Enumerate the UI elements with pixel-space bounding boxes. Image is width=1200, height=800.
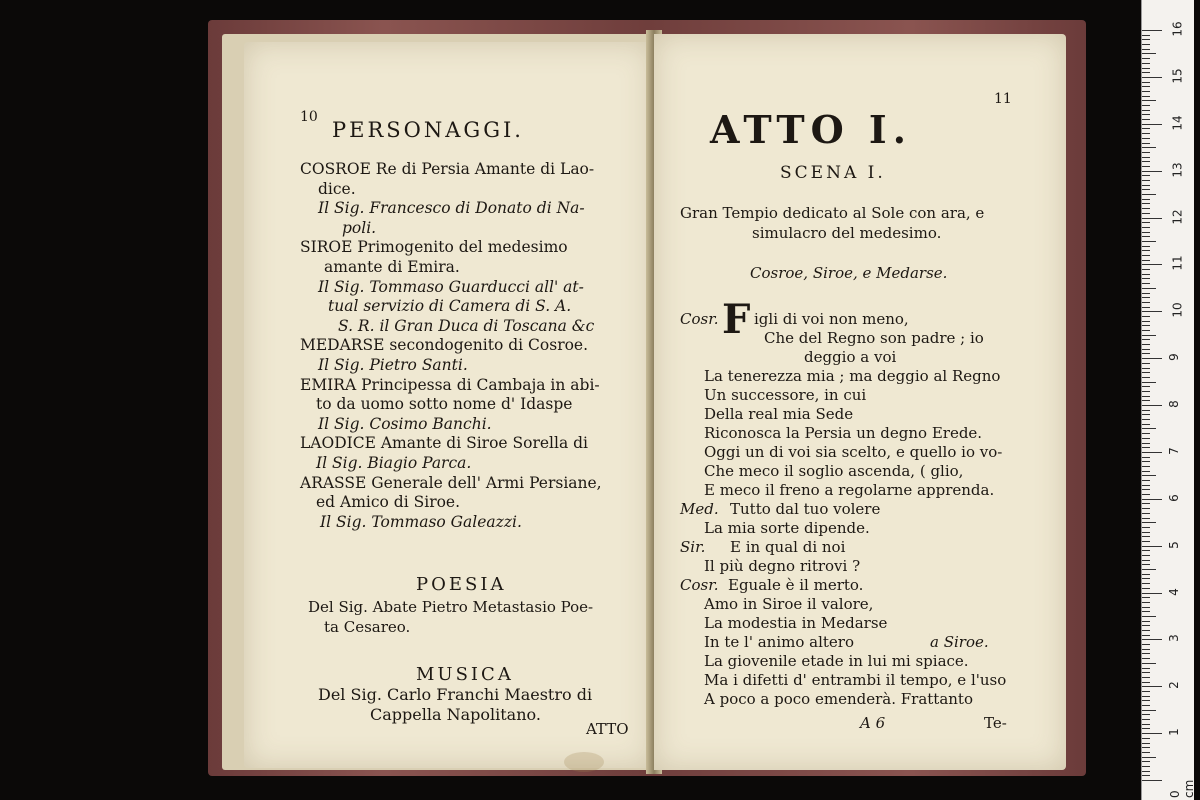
ruler-tick — [1142, 171, 1162, 172]
ruler-tick — [1142, 414, 1150, 415]
cast-line: MEDARSE secondogenito di Cosroe. — [300, 336, 589, 355]
ruler-tick — [1142, 424, 1150, 425]
cast-line: to da uomo sotto nome d' Idaspe — [316, 395, 573, 414]
ruler-tick — [1142, 96, 1150, 97]
cast-line: poli. — [342, 218, 377, 237]
ruler-label: 1 — [1166, 728, 1181, 736]
left-page-number: 10 — [300, 109, 318, 125]
ruler-tick — [1142, 546, 1162, 547]
measuring-ruler — [1141, 0, 1194, 800]
ruler-tick — [1142, 218, 1162, 219]
ruler-tick — [1142, 330, 1150, 331]
ruler-tick — [1142, 49, 1150, 50]
ruler-tick — [1142, 710, 1156, 711]
ruler-tick — [1142, 461, 1150, 462]
dialogue-line: E meco il freno a regolarne apprenda. — [704, 481, 995, 499]
ruler-tick — [1142, 508, 1150, 509]
ruler-tick — [1142, 700, 1150, 701]
ruler-tick — [1142, 527, 1150, 528]
ruler-tick — [1142, 222, 1150, 223]
ruler-label: 11 — [1170, 255, 1185, 272]
ruler-label: 12 — [1170, 208, 1185, 225]
ruler-tick — [1142, 63, 1150, 64]
ruler-tick — [1142, 668, 1150, 669]
ruler-tick — [1142, 91, 1150, 92]
ruler-tick — [1142, 203, 1150, 204]
ruler-tick — [1142, 269, 1150, 270]
ruler-tick — [1142, 114, 1150, 115]
dialogue-line: Che meco il soglio ascenda, ( glio, — [704, 462, 964, 480]
open-book — [208, 20, 1086, 776]
ruler-tick — [1142, 260, 1150, 261]
right-catchword: Te- — [984, 714, 1007, 732]
ruler-tick — [1142, 513, 1150, 514]
ruler-tick — [1142, 466, 1150, 467]
ruler-tick — [1142, 428, 1156, 429]
ruler-tick — [1142, 124, 1162, 125]
ruler-tick — [1142, 672, 1150, 673]
ruler-tick — [1142, 138, 1150, 139]
ruler-tick — [1142, 100, 1156, 101]
ruler-tick — [1142, 541, 1150, 542]
ruler-tick — [1142, 677, 1150, 678]
cast-line: COSROE Re di Persia Amante di Lao- — [300, 160, 595, 178]
ruler-label: 7 — [1166, 447, 1181, 455]
ruler-tick — [1142, 658, 1150, 659]
ruler-tick — [1142, 68, 1150, 69]
dialogue-line: Ma i difetti d' entrambi il tempo, e l'uso — [704, 671, 1007, 689]
ruler-tick — [1142, 180, 1150, 181]
ruler-tick — [1142, 724, 1150, 725]
ruler-tick — [1142, 714, 1150, 715]
ruler-tick — [1142, 719, 1150, 720]
ruler-tick — [1142, 532, 1150, 533]
ruler-label: 16 — [1170, 21, 1185, 37]
ruler-tick — [1142, 588, 1150, 589]
ruler-tick — [1142, 728, 1150, 729]
ruler-tick — [1142, 564, 1150, 565]
ruler-tick — [1142, 475, 1156, 476]
stage-direction: a Siroe. — [930, 633, 989, 651]
ruler-tick — [1142, 53, 1156, 54]
ruler-tick — [1142, 663, 1156, 664]
ruler-tick — [1142, 757, 1156, 758]
speaker-label: Cosr. — [680, 310, 719, 328]
ruler-label: 0 cm — [1168, 779, 1196, 798]
ruler-tick — [1142, 602, 1150, 603]
ruler-tick — [1142, 82, 1150, 83]
cast-line: Il Sig. Tommaso Galeazzi. — [320, 512, 522, 531]
dialogue-line: La mia sorte dipende. — [704, 519, 870, 537]
cast-line: dice. — [318, 179, 356, 198]
ruler-tick — [1142, 518, 1150, 519]
left-page-heading: PERSONAGGI. — [332, 118, 524, 142]
dialogue-line: Della real mia Sede — [704, 405, 854, 423]
ruler-label: 6 — [1166, 493, 1181, 502]
ruler-tick — [1142, 743, 1150, 744]
ruler-tick — [1142, 293, 1150, 294]
ruler-tick — [1142, 452, 1162, 453]
ruler-tick — [1142, 686, 1162, 687]
ruler-tick — [1142, 185, 1150, 186]
ruler-label: 9 — [1166, 353, 1181, 361]
ruler-tick — [1142, 339, 1150, 340]
ruler-tick — [1142, 471, 1150, 472]
ruler-tick — [1142, 499, 1162, 500]
poesia-heading: POESIA — [416, 574, 507, 595]
ruler-tick — [1142, 335, 1156, 336]
ruler-tick — [1142, 44, 1150, 45]
ruler-label: 2 — [1166, 681, 1181, 690]
left-catchword: ATTO — [586, 720, 629, 738]
ruler-label: 15 — [1170, 68, 1185, 84]
act-heading: ATTO I. — [710, 107, 912, 152]
ruler-tick — [1142, 733, 1162, 734]
ruler-tick — [1142, 447, 1150, 448]
ruler-tick — [1142, 255, 1150, 256]
musica-line-1: Del Sig. Carlo Franchi Maestro di — [318, 685, 593, 704]
ruler-tick — [1142, 321, 1150, 322]
ruler-tick — [1142, 780, 1162, 781]
ruler-tick — [1142, 382, 1156, 383]
cast-line: EMIRA Principessa di Cambaja in abi- — [300, 375, 600, 394]
ruler-tick — [1142, 766, 1150, 767]
speaker-label: Med. — [680, 500, 719, 518]
ruler-label: 14 — [1170, 115, 1185, 131]
ruler-tick — [1142, 349, 1150, 350]
cast-line: amante di Emira. — [324, 258, 460, 276]
ruler-tick — [1142, 494, 1150, 495]
ruler-tick — [1142, 489, 1150, 490]
ruler-tick — [1142, 522, 1156, 523]
ruler-tick — [1142, 105, 1150, 106]
ruler-tick — [1142, 419, 1150, 420]
ruler-tick — [1142, 752, 1150, 753]
ruler-label: 8 — [1166, 400, 1181, 408]
ruler-tick — [1142, 77, 1162, 78]
ruler-tick — [1142, 607, 1150, 608]
ruler-tick — [1142, 639, 1162, 640]
ruler-tick — [1142, 653, 1150, 654]
ruler-tick — [1142, 621, 1150, 622]
ruler-tick — [1142, 583, 1150, 584]
cast-line: Il Sig. Francesco di Donato di Na- — [318, 199, 585, 218]
ruler-tick — [1142, 747, 1150, 748]
ruler-tick — [1142, 110, 1150, 111]
ruler-tick — [1142, 58, 1150, 59]
ruler-tick — [1142, 396, 1150, 397]
ruler-tick — [1142, 311, 1162, 312]
ruler-tick — [1142, 283, 1150, 284]
dialogue-line: La giovenile etade in lui mi spiace. — [704, 652, 969, 670]
ruler-tick — [1142, 166, 1150, 167]
dialogue-line: igli di voi non meno, — [754, 310, 909, 328]
dialogue-line: deggio a voi — [804, 348, 897, 366]
ruler-tick — [1142, 278, 1150, 279]
ruler-tick — [1142, 208, 1150, 209]
scene-characters: Cosroe, Siroe, e Medarse. — [750, 264, 948, 282]
ruler-tick — [1142, 691, 1150, 692]
ruler-tick — [1142, 386, 1150, 387]
ruler-tick — [1142, 143, 1150, 144]
ruler-tick — [1142, 325, 1150, 326]
ruler-tick — [1142, 147, 1156, 148]
dialogue-line: Che del Regno son padre ; io — [764, 329, 984, 347]
dialogue-line: Oggi un di voi sia scelto, e quello io vo- — [704, 443, 1003, 461]
dialogue-line: La modestia in Medarse — [704, 614, 888, 632]
speaker-label: Sir. — [680, 538, 706, 556]
dialogue-line: Riconosca la Persia un degno Erede. — [704, 424, 983, 442]
ruler-tick — [1142, 391, 1150, 392]
ruler-tick — [1142, 400, 1150, 401]
ruler-tick — [1142, 485, 1150, 486]
ruler-tick — [1142, 128, 1150, 129]
ruler-tick — [1142, 438, 1150, 439]
ruler-tick — [1142, 199, 1150, 200]
ruler-tick — [1142, 368, 1150, 369]
setting-line-2: simulacro del medesimo. — [752, 224, 942, 242]
cast-line: Il Sig. Cosimo Banchi. — [318, 414, 492, 433]
ruler-tick — [1142, 433, 1150, 434]
ruler-tick — [1142, 560, 1150, 561]
ruler-label: 10 — [1170, 302, 1185, 318]
ruler-tick — [1142, 761, 1150, 762]
ruler-tick — [1142, 611, 1150, 612]
ruler-label: 3 — [1166, 634, 1181, 643]
ruler-tick — [1142, 635, 1150, 636]
cast-line: Il Sig. Tommaso Guarducci all' at- — [318, 277, 584, 296]
ruler-tick — [1142, 705, 1150, 706]
cast-line: ed Amico di Siroe. — [316, 493, 461, 512]
dialogue-line: E in qual di noi — [730, 538, 846, 556]
ruler-tick — [1142, 30, 1162, 31]
ruler-tick — [1142, 344, 1150, 345]
dialogue-line: A poco a poco emenderà. Frattanto — [704, 690, 973, 708]
ruler-tick — [1142, 536, 1150, 537]
ruler-tick — [1142, 39, 1150, 40]
cast-line: S. R. il Gran Duca di Toscana &c — [338, 316, 595, 335]
ruler-tick — [1142, 241, 1156, 242]
speaker-label: Cosr. — [680, 576, 719, 594]
ruler-tick — [1142, 550, 1150, 551]
ruler-tick — [1142, 682, 1150, 683]
ruler-tick — [1142, 152, 1150, 153]
ruler-tick — [1142, 630, 1150, 631]
dialogue-line: In te l' animo altero — [704, 633, 854, 651]
ruler-tick — [1142, 161, 1150, 162]
dialogue-line: Tutto dal tuo volere — [730, 500, 881, 518]
ruler-tick — [1142, 625, 1150, 626]
ruler-tick — [1142, 264, 1162, 265]
ruler-tick — [1142, 775, 1150, 776]
dialogue-line: Un successore, in cui — [704, 386, 867, 404]
ruler-tick — [1142, 250, 1150, 251]
ruler-tick — [1142, 274, 1150, 275]
ruler-tick — [1142, 771, 1150, 772]
dialogue-line: Il più degno ritrovi ? — [704, 557, 861, 575]
ruler-tick — [1142, 236, 1150, 237]
left-page — [244, 42, 652, 768]
ruler-tick — [1142, 297, 1150, 298]
poesia-line-1: Del Sig. Abate Pietro Metastasio Poe- — [308, 598, 594, 616]
ruler-tick — [1142, 457, 1150, 458]
cast-line: Il Sig. Biagio Parca. — [316, 454, 472, 472]
cast-line: LAODICE Amante di Siroe Sorella di — [300, 434, 589, 453]
ruler-label: 13 — [1170, 161, 1185, 178]
ruler-label: 4 — [1166, 587, 1181, 596]
ruler-label: 5 — [1166, 540, 1181, 549]
ruler-tick — [1142, 578, 1150, 579]
cast-line: tual servizio di Camera di S. A. — [328, 297, 572, 316]
dialogue-line: Eguale è il merto. — [728, 576, 864, 594]
drop-capital: F — [722, 296, 751, 343]
right-page — [654, 34, 1066, 770]
ruler-tick — [1142, 363, 1150, 364]
ruler-tick — [1142, 696, 1150, 697]
ruler-tick — [1142, 372, 1150, 373]
ruler-tick — [1142, 555, 1150, 556]
ruler-tick — [1142, 377, 1150, 378]
ruler-tick — [1142, 644, 1150, 645]
musica-heading: MUSICA — [416, 664, 514, 685]
ruler-tick — [1142, 119, 1150, 120]
ruler-tick — [1142, 316, 1150, 317]
ruler-tick — [1142, 232, 1150, 233]
setting-line-1: Gran Tempio dedicato al Sole con ara, e — [680, 204, 985, 222]
ruler-tick — [1142, 738, 1150, 739]
ruler-tick — [1142, 353, 1150, 354]
ruler-tick — [1142, 593, 1162, 594]
ruler-tick — [1142, 175, 1150, 176]
ruler-tick — [1142, 443, 1150, 444]
ruler-tick — [1142, 574, 1150, 575]
ruler-tick — [1142, 246, 1150, 247]
ruler-tick — [1142, 649, 1150, 650]
cast-line: ARASSE Generale dell' Armi Persiane, — [300, 473, 602, 492]
ruler-tick — [1142, 227, 1150, 228]
musica-line-2: Cappella Napolitano. — [370, 705, 541, 724]
ruler-tick — [1142, 503, 1150, 504]
ruler-tick — [1142, 133, 1150, 134]
ruler-tick — [1142, 616, 1156, 617]
ruler-tick — [1142, 35, 1150, 36]
ruler-tick — [1142, 405, 1162, 406]
ruler-tick — [1142, 86, 1150, 87]
paper-stain — [564, 752, 604, 772]
scene-heading: SCENA I. — [780, 163, 886, 183]
ruler-tick — [1142, 213, 1150, 214]
dialogue-line: La tenerezza mia ; ma deggio al Regno — [704, 367, 1001, 385]
ruler-tick — [1142, 307, 1150, 308]
ruler-tick — [1142, 410, 1150, 411]
ruler-tick — [1142, 569, 1156, 570]
dialogue-line: Amo in Siroe il valore, — [704, 595, 874, 613]
poesia-line-2: ta Cesareo. — [324, 618, 411, 636]
ruler-tick — [1142, 72, 1150, 73]
right-page-number: 11 — [994, 91, 1012, 107]
ruler-tick — [1142, 358, 1162, 359]
ruler-tick — [1142, 194, 1156, 195]
ruler-tick — [1142, 480, 1150, 481]
ruler-tick — [1142, 302, 1150, 303]
ruler-tick — [1142, 189, 1150, 190]
page-signature: A 6 — [860, 714, 886, 732]
ruler-tick — [1142, 288, 1156, 289]
ruler-tick — [1142, 597, 1150, 598]
ruler-tick — [1142, 157, 1150, 158]
cast-line: SIROE Primogenito del medesimo — [300, 238, 568, 257]
cast-line: Il Sig. Pietro Santi. — [318, 356, 468, 374]
